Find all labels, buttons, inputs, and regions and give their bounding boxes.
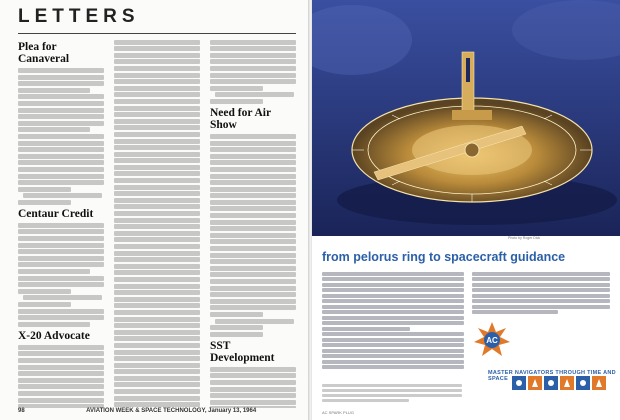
letters-page bbox=[0, 0, 308, 420]
publication-line: AVIATION WEEK & SPACE TECHNOLOGY, January 13, 1964 bbox=[86, 408, 257, 414]
heading-sst-development: SST Development bbox=[210, 339, 275, 364]
left-folio bbox=[18, 408, 256, 414]
title-rule bbox=[18, 33, 296, 34]
advertisement-page bbox=[312, 0, 620, 420]
page-number: 98 bbox=[18, 408, 25, 414]
letters-column-3 bbox=[210, 38, 296, 408]
heading-x20-advocate: X-20 Advocate bbox=[18, 329, 90, 342]
heading-plea-for-canaveral: Plea for Canaveral bbox=[18, 41, 70, 65]
heading-centaur-credit: Centaur Credit bbox=[18, 207, 94, 220]
section-title: LETTERS bbox=[18, 6, 140, 27]
advertiser-name: AC SPARK PLUG bbox=[322, 410, 354, 415]
ac-logo-badge bbox=[472, 316, 610, 406]
ad-headline: from pelorus ring to spacecraft guidance bbox=[322, 250, 566, 264]
svg-text:AC: AC bbox=[486, 336, 498, 345]
pelorus-ring-photo bbox=[312, 0, 620, 236]
letters-column-1 bbox=[18, 38, 104, 408]
pelorus-ring-illustration bbox=[312, 0, 620, 236]
ad-fine-print bbox=[322, 382, 462, 408]
starburst-icon bbox=[474, 322, 510, 356]
photo-credit: Photo by Roger Dick bbox=[508, 236, 541, 240]
ad-tagline: MASTER NAVIGATORS THROUGH TIME AND SPACE bbox=[488, 370, 616, 382]
letters-column-2 bbox=[114, 38, 200, 408]
heading-need-for-air-show: Need for Air Show bbox=[210, 106, 271, 131]
